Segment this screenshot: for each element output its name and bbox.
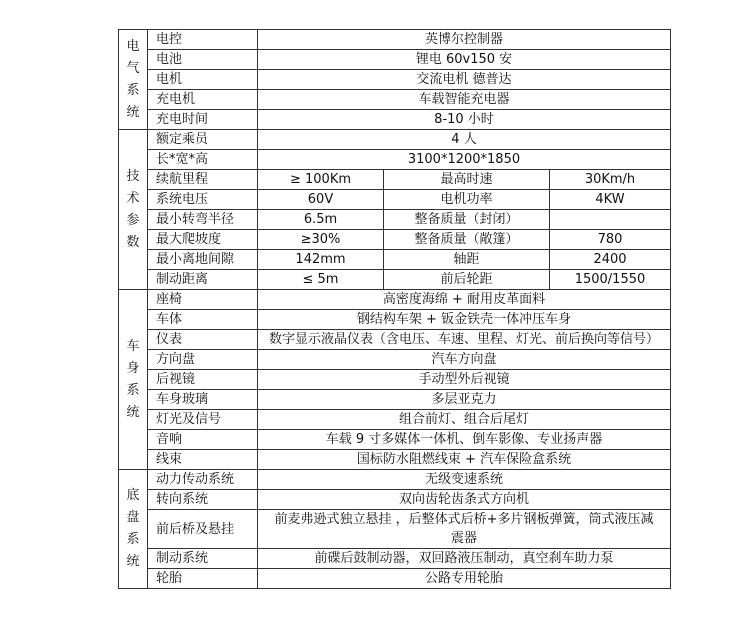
table-row — [119, 310, 671, 330]
spec-value: 前麦弗逊式独立悬挂 ，后整体式后桥+多片钢板弹簧，筒式液压减震器 — [258, 510, 671, 549]
table-row — [119, 130, 671, 150]
spec-value: 142mm — [258, 250, 384, 270]
spec-value: 无级变速系统 — [258, 470, 671, 490]
table-row — [119, 190, 671, 210]
spec-value: 8-10 小时 — [258, 110, 671, 130]
spec-value: ≥30% — [258, 230, 384, 250]
table-row — [119, 250, 671, 270]
spec-label: 车身玻璃 — [148, 390, 258, 410]
spec-label: 音响 — [148, 430, 258, 450]
spec-label: 充电时间 — [148, 110, 258, 130]
table-row — [119, 270, 671, 290]
spec-label: 电机 — [148, 70, 258, 90]
spec-value: 前碟后鼓制动器，双回路液压制动，真空刹车助力泵 — [258, 549, 671, 569]
spec-table-body — [119, 30, 671, 589]
spec-value-secondary: 30Km/h — [550, 170, 671, 190]
table-row — [119, 490, 671, 510]
table-row — [119, 170, 671, 190]
spec-value: 公路专用轮胎 — [258, 569, 671, 589]
spec-value: 英博尔控制器 — [258, 30, 671, 50]
spec-value: 锂电 60v150 安 — [258, 50, 671, 70]
spec-value-secondary: 2400 — [550, 250, 671, 270]
category-label: 电气系统 — [126, 38, 140, 120]
spec-value: 多层亚克力 — [258, 390, 671, 410]
spec-value-secondary: 4KW — [550, 190, 671, 210]
spec-label: 转向系统 — [148, 490, 258, 510]
spec-table — [118, 29, 671, 589]
spec-label: 最大爬坡度 — [148, 230, 258, 250]
spec-value: 双向齿轮齿条式方向机 — [258, 490, 671, 510]
spec-value: 汽车方向盘 — [258, 350, 671, 370]
table-row — [119, 30, 671, 50]
spec-label-secondary: 电机功率 — [384, 190, 550, 210]
table-row — [119, 430, 671, 450]
spec-value: 交流电机 德普达 — [258, 70, 671, 90]
spec-label: 前后桥及悬挂 — [148, 510, 258, 549]
spec-value-secondary: 1500/1550 — [550, 270, 671, 290]
table-row — [119, 210, 671, 230]
spec-value-secondary: 780 — [550, 230, 671, 250]
spec-label: 动力传动系统 — [148, 470, 258, 490]
table-row — [119, 350, 671, 370]
spec-label: 仪表 — [148, 330, 258, 350]
spec-label: 电控 — [148, 30, 258, 50]
spec-label: 线束 — [148, 450, 258, 470]
spec-label: 后视镜 — [148, 370, 258, 390]
table-row — [119, 510, 671, 549]
table-row — [119, 450, 671, 470]
table-row — [119, 230, 671, 250]
spec-sheet — [118, 29, 670, 589]
table-row — [119, 470, 671, 490]
spec-label-secondary: 轴距 — [384, 250, 550, 270]
category-cell — [119, 470, 148, 589]
spec-label: 制动距离 — [148, 270, 258, 290]
table-row — [119, 290, 671, 310]
spec-value: ≥ 100Km — [258, 170, 384, 190]
spec-value: 国标防水阻燃线束 + 汽车保险盒系统 — [258, 450, 671, 470]
spec-label-secondary: 前后轮距 — [384, 270, 550, 290]
table-row — [119, 370, 671, 390]
spec-label-secondary: 最高时速 — [384, 170, 550, 190]
spec-label: 车体 — [148, 310, 258, 330]
spec-value: 4 人 — [258, 130, 671, 150]
spec-label: 续航里程 — [148, 170, 258, 190]
spec-value: 60V — [258, 190, 384, 210]
table-row — [119, 50, 671, 70]
spec-label: 充电机 — [148, 90, 258, 110]
category-cell — [119, 30, 148, 130]
spec-label: 轮胎 — [148, 569, 258, 589]
table-row — [119, 110, 671, 130]
spec-value: 高密度海绵 + 耐用皮革面料 — [258, 290, 671, 310]
spec-label-secondary: 整备质量（敞篷） — [384, 230, 550, 250]
spec-label: 制动系统 — [148, 549, 258, 569]
spec-label: 额定乘员 — [148, 130, 258, 150]
spec-label-secondary: 整备质量（封闭） — [384, 210, 550, 230]
spec-label: 座椅 — [148, 290, 258, 310]
spec-label: 最小转弯半径 — [148, 210, 258, 230]
category-label: 技术参数 — [126, 168, 140, 250]
table-row — [119, 390, 671, 410]
spec-value: 车载智能充电器 — [258, 90, 671, 110]
category-cell — [119, 130, 148, 290]
table-row — [119, 90, 671, 110]
spec-value: 数字显示液晶仪表（含电压、车速、里程、灯光、前后换向等信号） — [258, 330, 671, 350]
spec-value: ≤ 5m — [258, 270, 384, 290]
category-label: 底盘系统 — [126, 488, 140, 569]
table-row — [119, 330, 671, 350]
table-row — [119, 549, 671, 569]
category-label: 车身系统 — [126, 338, 140, 420]
spec-value: 钢结构车架 + 钣金铁壳一体冲压车身 — [258, 310, 671, 330]
spec-label: 灯光及信号 — [148, 410, 258, 430]
spec-value: 6.5m — [258, 210, 384, 230]
table-row — [119, 410, 671, 430]
table-row — [119, 150, 671, 170]
spec-value: 3100*1200*1850 — [258, 150, 671, 170]
spec-value: 组合前灯、组合后尾灯 — [258, 410, 671, 430]
spec-value: 车载 9 寸多媒体一体机、倒车影像、专业扬声器 — [258, 430, 671, 450]
spec-label: 系统电压 — [148, 190, 258, 210]
spec-label: 方向盘 — [148, 350, 258, 370]
table-row — [119, 569, 671, 589]
spec-label: 最小离地间隙 — [148, 250, 258, 270]
spec-value: 手动型外后视镜 — [258, 370, 671, 390]
spec-label: 长*宽*高 — [148, 150, 258, 170]
table-row — [119, 70, 671, 90]
spec-value-secondary — [550, 210, 671, 230]
spec-label: 电池 — [148, 50, 258, 70]
category-cell — [119, 290, 148, 470]
